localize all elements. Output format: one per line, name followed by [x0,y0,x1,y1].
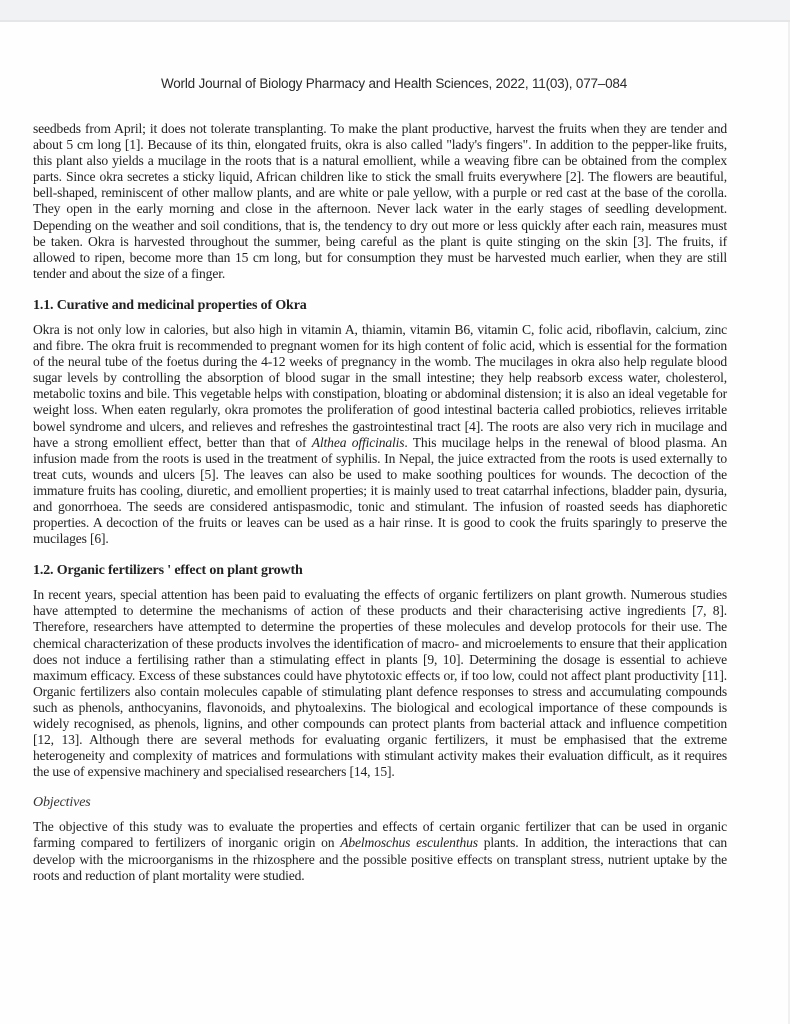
text-run: plants. In addition, the interactions that can develop with the microorganisms in the rhizosphere and the possible positive effects on transplant stress, nutrient uptake by the roots and reduction of plant mortality were studied. [33,835,727,883]
text-run: . This mucilage helps in the renewal of blood plasma. An infusion made from the roots is used in the treatment of syphilis. In Nepal, the juice extracted from the roots is used externally to treat cuts, wounds and ulcers [5]. The leaves can also be used to make soothing poultices for wounds. The decoction of the immature fruits has cooling, diuretic, and emollient properties; it is mainly used to treat catarrhal infections, bladder pain, dysuria, and gonorrhoea. The seeds are considered antispasmodic, tonic and stimulant. The infusion of roasted seeds has diaphoretic properties. A decoction of the fruits or leaves can be used as a hair rinse. It is good to cook the fruits sparingly to preserve the mucilages [6]. [33,434,727,547]
running-header: World Journal of Biology Pharmacy and Health Sciences, 2022, 11(03), 077–084 [160,76,628,91]
section-1-1-paragraph [33,322,727,547]
section-heading-1-1: 1.1. Curative and medicinal properties of Okra [33,297,307,313]
viewer-top-bar [0,0,790,22]
section-1-2-paragraph: In recent years, special attention has been paid to evaluating the effects of organic fertilizers on plant growth. Numerous studies have attempted to determine the mechanisms of action of these products and their characterising active ingredients [7, 8]. Therefore, researchers have attempted to determine the properties of these molecules and develop protocols for their use. The chemical characterization of these products involves the identification of macro- and microelements to ensure that their application does not induce a fertilising rather than a stimulating effect in plants [9, 10]. Determining the dosage is essential to achieve maximum efficacy. Excess of these substances could have phytotoxic effects or, if too low, could not affect plant productivity [11]. Organic fertilizers also contain molecules capable of stimulating plant defence responses to stress and accumulating compounds such as phenols, anthocyanins, flavonoids, and phytoalexins. The biological and ecological importance of these compounds is widely recognised, as phenols, lignins, and other compounds can protect plants from bacterial attack and influence competition [12, 13]. Although there are several methods for evaluating organic fertilizers, it must be emphasised that the extreme heterogeneity and complexity of matrices and formulations with stimulant activity makes their evaluation difficult, as it requires the use of expensive machinery and specialised researchers [14, 15]. [33,587,727,780]
objectives-paragraph [33,819,727,883]
species-name: Abelmoschus esculenthus [340,835,478,851]
text-run: Okra is not only low in calories, but also high in vitamin A, thiamin, vitamin B6, vitamin C, folic acid, riboflavin, calcium, zinc and fibre. The okra fruit is recommended to pregnant women for its high content of folic acid, which is essential for the formation of the neural tube of the foetus during the 4-12 weeks of pregnancy in the womb. The mucilages in okra also help regulate blood sugar levels by controlling the absorption of blood sugar in the small intestine; they help reabsorb excess water, cholesterol, metabolic toxins and bile. This vegetable helps with constipation, bloating or abdominal distension; it is also an ideal vegetable for weight loss. When eaten regularly, okra promotes the proliferation of good intestinal bacteria called probiotics, relieves irritable bowel syndrome and ulcers, and relieves and refreshes the gastrointestinal tract [4]. The roots are also very rich in mucilage and have a strong emollient effect, better than that of [33,321,727,450]
section-heading-1-2: 1.2. Organic fertilizers ' effect on plant growth [33,563,303,579]
objectives-heading: Objectives [33,795,91,811]
intro-paragraph: seedbeds from April; it does not tolerate transplanting. To make the plant productive, harvest the fruits when they are tender and about 5 cm long [1]. Because of its thin, elongated fruits, okra is also called "lady's fingers". In addition to the pepper-like fruits, this plant also yields a mucilage in the roots that is a natural emollient, while a weaving fibre can be obtained from the complex parts. Since okra secretes a sticky liquid, African children like to stick the small fruits everywhere [2]. The flowers are beautiful, bell-shaped, reminiscent of other mallow plants, and are white or pale yellow, with a purple or red cast at the base of the corolla. They open in the early morning and close in the afternoon. Never lack water in the early stages of seedling development. Depending on the weather and soil conditions, that is, the tendency to dry out more or less quickly after each rain, measures must be taken. Okra is harvested throughout the summer, being careful as the plant is quite stinging on the skin [3]. The fruits, if allowed to ripen, become more than 15 cm long, but for consumption they must be harvested much earlier, when they are still tender and about the size of a finger. [33,121,727,281]
species-name: Althea officinalis [311,434,405,450]
page-body [33,121,727,884]
document-page [0,22,790,1024]
text-run: The objective of this study was to evaluate the properties and effects of certain organic fertilizer that can be used in organic farming compared to fertilizers of inorganic origin on [33,819,727,851]
